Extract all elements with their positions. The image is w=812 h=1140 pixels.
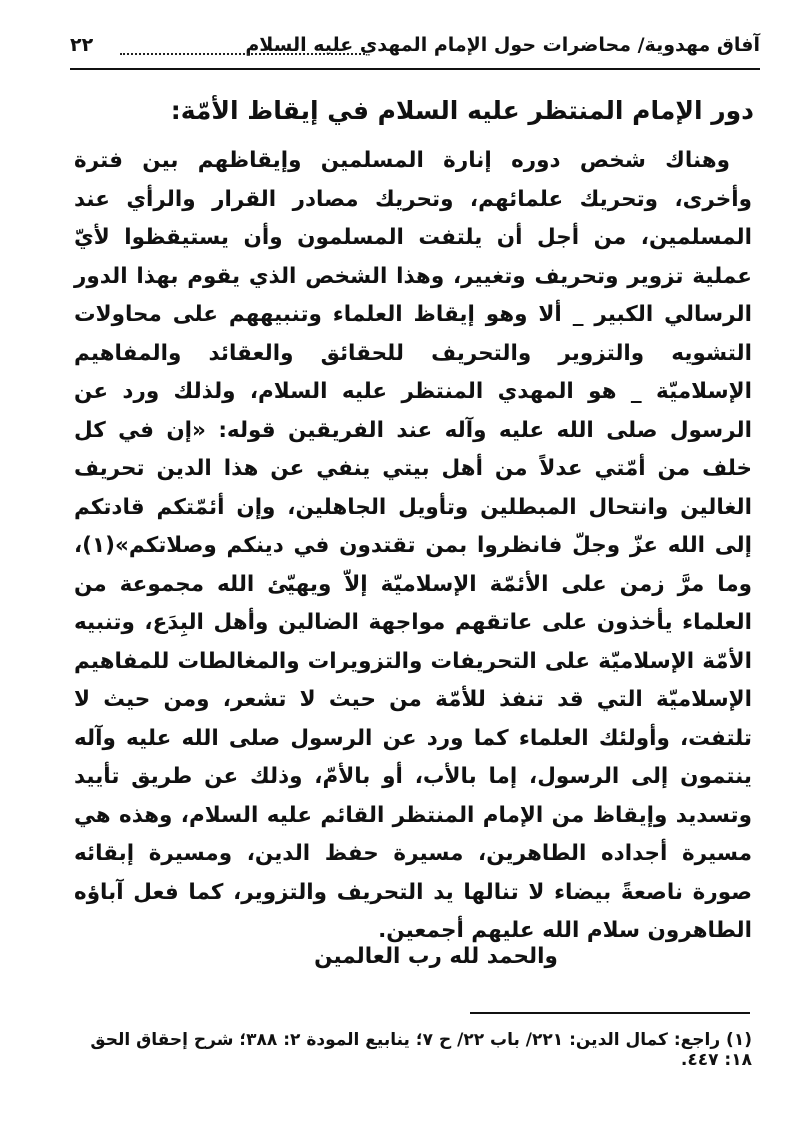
body-text bbox=[74, 142, 752, 951]
body-paragraph: وهناك شخص دوره إنارة المسلمين وإيقاظهم بين فترة وأخرى، وتحريك علمائهم، وتحريك مصادر القرار والرأي عند المسلمين، من أجل أن يلتفت المسلمون وأن يستيقظوا لأيّ عملية تزوير وتحريف وتغيير، وهذا الشخص الذي يقوم بهذا الدور الرسالي الكبير _ ألا وهو إيقاظ العلماء وتنبيههم على محاولات التشويه والتزوير والتحريف للحقائق والعقائد والمفاهيم الإسلاميّة _ هو المهدي المنتظر عليه السلام، ولذلك ورد عن الرسول صلى الله عليه وآله عند الفريقين قوله: «إن في كل خلف من أمّتي عدلاً من أهل بيتي ينفي عن هذا الدين تحريف الغالين وانتحال المبطلين وتأويل الجاهلين، وإن أئمّتكم قادتكم إلى الله عزّ وجلّ فانظروا بمن تقتدون في دينكم وصلاتكم»(١)، وما مرَّ زمن على الأئمّة الإسلاميّة إلاّ ويهيّئ الله مجموعة من العلماء يأخذون على عاتقهم مواجهة الضالين وأهل البِدَع، وتنبيه الأمّة الإسلاميّة على التحريفات والتزويرات والمغالطات للمفاهيم الإسلاميّة التي قد تنفذ للأمّة من حيث لا تشعر، ومن حيث لا تلتفت، وأولئك العلماء كما ورد عن الرسول صلى الله عليه وآله ينتمون إلى الرسول، إما بالأب، أو بالأمّ، وذلك عن طريق تأييد وتسديد وإيقاظ من الإمام المنتظر القائم عليه السلام، وهذه هي مسيرة أجداده الطاهرين، مسيرة حفظ الدين، ومسيرة إبقائه صورة ناصعةً بيضاء لا تنالها يد التحريف والتزوير، كما فعل آباؤه الطاهرون سلام الله عليهم أجمعين. bbox=[74, 148, 752, 943]
section-heading: دور الإمام المنتظر عليه السلام في إيقاظ الأمّة: bbox=[170, 96, 754, 125]
header-rule bbox=[70, 68, 760, 70]
header-title: آفاق مهدوية/ محاضرات حول الإمام المهدي عليه السلام bbox=[245, 34, 760, 56]
footnote-rule bbox=[470, 1012, 750, 1014]
footnote: (١) راجع: كمال الدين: ٢٢١/ باب ٢٢/ ح ٧؛ ينابيع المودة ٢: ٣٨٨؛ شرح إحقاق الحق ١٨: ٤٤٧. bbox=[90, 1030, 752, 1070]
page-number: ٢٢ bbox=[70, 34, 94, 56]
closing-line: والحمد لله رب العالمين bbox=[314, 944, 558, 969]
header-dot-leader bbox=[120, 53, 365, 55]
running-header bbox=[70, 28, 760, 68]
